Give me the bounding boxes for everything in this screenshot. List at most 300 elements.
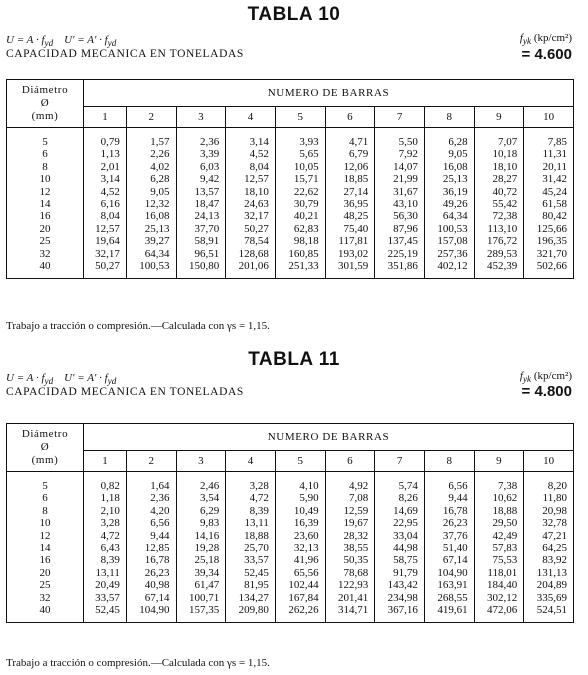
capacity-cell: 14,07 [375, 161, 425, 173]
capacity-cell: 21,99 [375, 173, 425, 185]
capacity-cell: 9,44 [126, 530, 176, 542]
table-row [7, 186, 574, 198]
capacity-cell: 81,95 [226, 579, 276, 591]
diameter-cell: 20 [39, 222, 51, 235]
capacity-cell: 12,85 [126, 542, 176, 554]
capacity-cell: 262,26 [275, 604, 325, 623]
fyk-unit: (kp/cm²) [533, 32, 572, 44]
diameter-cell: 12 [39, 185, 51, 198]
capacity-cell: 102,44 [275, 579, 325, 591]
capacity-cell: 37,70 [176, 223, 226, 235]
diameter-unit: (mm) [31, 110, 59, 122]
table-row [7, 148, 574, 160]
fyk-f: f [519, 32, 523, 44]
capacity-cell: 8,20 [524, 472, 574, 493]
capacity-cell: 3,93 [275, 128, 325, 149]
formula-u-prime: U′ = A′ · f [64, 34, 108, 46]
capacity-cell: 20,49 [84, 579, 127, 591]
formula-u: U = A · f [6, 372, 45, 384]
capacity-cell: 9,05 [126, 186, 176, 198]
bar-count-header: 8 [424, 451, 474, 472]
capacity-cell: 3,54 [176, 492, 226, 504]
bar-count-group-header: NUMERO DE BARRAS [84, 80, 574, 107]
capacity-cell: 16,08 [424, 161, 474, 173]
bar-count-header: 4 [226, 451, 276, 472]
capacity-cell: 9,44 [424, 492, 474, 504]
capacity-cell: 32,17 [226, 210, 276, 222]
capacity-cell: 47,21 [524, 530, 574, 542]
table-row [7, 592, 574, 604]
capacity-cell: 524,51 [524, 604, 574, 623]
capacity-cell: 7,07 [474, 128, 524, 149]
capacity-cell: 16,39 [275, 517, 325, 529]
capacity-cell: 11,31 [524, 148, 574, 160]
capacity-cell: 18,85 [325, 173, 375, 185]
capacity-cell: 61,58 [524, 198, 574, 210]
capacity-cell: 87,96 [375, 223, 425, 235]
bar-count-header: 6 [325, 107, 375, 128]
capacity-cell: 118,01 [474, 567, 524, 579]
capacity-cell: 65,56 [275, 567, 325, 579]
bar-count-header-row [7, 107, 574, 128]
capacity-cell: 80,42 [524, 210, 574, 222]
formula-u-prime-sub: yd [107, 38, 117, 49]
capacity-cell: 131,13 [524, 567, 574, 579]
capacity-cell: 268,55 [424, 592, 474, 604]
bar-count-header: 6 [325, 451, 375, 472]
diameter-cell: 6 [42, 492, 48, 505]
capacity-cell: 12,57 [226, 173, 276, 185]
capacity-cell: 12,32 [126, 198, 176, 210]
capacity-cell: 31,42 [524, 173, 574, 185]
bar-count-group-header: NUMERO DE BARRAS [84, 424, 574, 451]
capacity-cell: 4,20 [126, 505, 176, 517]
capacity-cell: 113,10 [474, 223, 524, 235]
capacity-cell: 0,82 [84, 472, 127, 493]
capacity-cell: 75,40 [325, 223, 375, 235]
table-10-formula [6, 34, 116, 48]
capacity-cell: 64,25 [524, 542, 574, 554]
capacity-cell: 41,96 [275, 554, 325, 566]
table-row [7, 492, 574, 504]
table-10-fyk-value: = 4.600 [521, 46, 572, 63]
table-row [7, 542, 574, 554]
capacity-cell: 56,30 [375, 210, 425, 222]
table-10-title: TABLA 10 [247, 4, 341, 25]
capacity-cell: 15,71 [275, 173, 325, 185]
capacity-cell: 10,18 [474, 148, 524, 160]
capacity-cell: 16,78 [126, 554, 176, 566]
capacity-cell: 1,13 [84, 148, 127, 160]
diameter-cell: 8 [42, 160, 48, 173]
capacity-cell: 157,08 [424, 235, 474, 247]
capacity-cell: 19,67 [325, 517, 375, 529]
capacity-cell: 2,26 [126, 148, 176, 160]
capacity-cell: 6,56 [126, 517, 176, 529]
capacity-cell: 26,23 [126, 567, 176, 579]
capacity-cell: 52,45 [226, 567, 276, 579]
fyk-sub: yk [522, 36, 532, 47]
capacity-cell: 6,03 [176, 161, 226, 173]
capacity-cell: 193,02 [325, 248, 375, 260]
capacity-cell: 100,53 [424, 223, 474, 235]
capacity-cell: 6,56 [424, 472, 474, 493]
bar-count-header: 4 [226, 107, 276, 128]
capacity-cell: 50,27 [84, 260, 127, 279]
capacity-cell: 29,50 [474, 517, 524, 529]
capacity-cell: 502,66 [524, 260, 574, 279]
capacity-cell: 33,57 [84, 592, 127, 604]
capacity-cell: 30,79 [275, 198, 325, 210]
capacity-cell: 4,52 [226, 148, 276, 160]
capacity-cell: 38,55 [325, 542, 375, 554]
capacity-cell: 8,39 [84, 554, 127, 566]
capacity-cell: 9,42 [176, 173, 226, 185]
diameter-cell: 12 [39, 529, 51, 542]
diameter-cell: 14 [39, 198, 51, 211]
capacity-cell: 19,64 [84, 235, 127, 247]
capacity-cell: 18,88 [474, 505, 524, 517]
capacity-cell: 9,05 [424, 148, 474, 160]
capacity-cell: 122,93 [325, 579, 375, 591]
diameter-cell: 32 [39, 247, 51, 260]
capacity-cell: 289,53 [474, 248, 524, 260]
capacity-cell: 10,49 [275, 505, 325, 517]
capacity-cell: 28,32 [325, 530, 375, 542]
bar-count-header: 10 [524, 451, 574, 472]
capacity-cell: 7,08 [325, 492, 375, 504]
diameter-cell: 40 [39, 604, 51, 617]
capacity-cell: 117,81 [325, 235, 375, 247]
capacity-cell: 64,34 [126, 248, 176, 260]
bar-count-header: 9 [474, 451, 524, 472]
capacity-cell: 12,06 [325, 161, 375, 173]
capacity-cell: 196,35 [524, 235, 574, 247]
diameter-cell: 25 [39, 579, 51, 592]
table-row [7, 260, 574, 279]
table-row [7, 128, 574, 149]
capacity-cell: 20,11 [524, 161, 574, 173]
capacity-cell: 11,80 [524, 492, 574, 504]
capacity-cell: 6,28 [424, 128, 474, 149]
diameter-cell: 5 [42, 480, 48, 492]
table-11-formula [6, 372, 116, 386]
capacity-cell: 160,85 [275, 248, 325, 260]
bar-count-header-row [7, 451, 574, 472]
table-row [7, 223, 574, 235]
capacity-cell: 100,53 [126, 260, 176, 279]
capacity-cell: 32,13 [275, 542, 325, 554]
table-10-footnote: Trabajo a tracción o compresión.—Calculada con γs = 1,15. [6, 320, 270, 332]
capacity-cell: 83,92 [524, 554, 574, 566]
table-row [7, 173, 574, 185]
capacity-cell: 2,10 [84, 505, 127, 517]
fyk-unit: (kp/cm²) [533, 370, 572, 382]
capacity-cell: 49,26 [424, 198, 474, 210]
capacity-cell: 2,46 [176, 472, 226, 493]
capacity-cell: 6,29 [176, 505, 226, 517]
capacity-cell: 2,01 [84, 161, 127, 173]
table-row [7, 579, 574, 591]
table-row [7, 235, 574, 247]
capacity-cell: 5,74 [375, 472, 425, 493]
capacity-cell: 8,39 [226, 505, 276, 517]
capacity-cell: 125,66 [524, 223, 574, 235]
diameter-symbol: Ø [40, 97, 50, 109]
diameter-cell: 6 [42, 148, 48, 161]
capacity-cell: 16,08 [126, 210, 176, 222]
capacity-cell: 16,78 [424, 505, 474, 517]
bar-count-header: 7 [375, 451, 425, 472]
capacity-cell: 32,17 [84, 248, 127, 260]
capacity-cell: 1,64 [126, 472, 176, 493]
diameter-header [7, 424, 84, 472]
bar-count-header: 2 [126, 451, 176, 472]
capacity-cell: 201,41 [325, 592, 375, 604]
capacity-cell: 104,90 [424, 567, 474, 579]
capacity-cell: 40,72 [474, 186, 524, 198]
table-10-body [7, 128, 574, 279]
capacity-cell: 251,33 [275, 260, 325, 279]
formula-u: U = A · f [6, 34, 45, 46]
capacity-cell: 2,36 [126, 492, 176, 504]
capacity-cell: 39,34 [176, 567, 226, 579]
formula-u-prime-sub: yd [107, 376, 117, 387]
capacity-cell: 2,36 [176, 128, 226, 149]
capacity-cell: 8,04 [226, 161, 276, 173]
table-row [7, 517, 574, 529]
capacity-cell: 44,98 [375, 542, 425, 554]
table-row [7, 210, 574, 222]
capacity-cell: 27,14 [325, 186, 375, 198]
capacity-cell: 43,10 [375, 198, 425, 210]
table-11 [6, 423, 574, 623]
capacity-cell: 321,70 [524, 248, 574, 260]
capacity-cell: 25,70 [226, 542, 276, 554]
capacity-cell: 18,10 [226, 186, 276, 198]
capacity-cell: 5,90 [275, 492, 325, 504]
capacity-cell: 32,78 [524, 517, 574, 529]
table-11-fyk-value: = 4.800 [521, 383, 572, 400]
table-11-body [7, 472, 574, 623]
capacity-cell: 257,36 [424, 248, 474, 260]
capacity-cell: 137,45 [375, 235, 425, 247]
capacity-cell: 96,51 [176, 248, 226, 260]
table-row [7, 472, 574, 493]
diameter-cell: 14 [39, 542, 51, 555]
capacity-cell: 6,79 [325, 148, 375, 160]
table-11-caption: CAPACIDAD MECANICA EN TONELADAS [6, 386, 244, 398]
bar-count-header: 10 [524, 107, 574, 128]
capacity-cell: 25,18 [176, 554, 226, 566]
bar-count-header: 5 [275, 107, 325, 128]
capacity-cell: 302,12 [474, 592, 524, 604]
table-row [7, 161, 574, 173]
diameter-cell: 32 [39, 591, 51, 604]
capacity-cell: 6,43 [84, 542, 127, 554]
capacity-cell: 33,04 [375, 530, 425, 542]
formula-u-prime: U′ = A′ · f [64, 372, 108, 384]
diameter-cell: 5 [42, 136, 48, 148]
capacity-cell: 314,71 [325, 604, 375, 623]
capacity-cell: 26,23 [424, 517, 474, 529]
capacity-cell: 18,10 [474, 161, 524, 173]
table-row [7, 530, 574, 542]
capacity-cell: 3,28 [226, 472, 276, 493]
table-10 [6, 79, 574, 279]
capacity-cell: 143,42 [375, 579, 425, 591]
capacity-cell: 10,62 [474, 492, 524, 504]
capacity-cell: 204,89 [524, 579, 574, 591]
capacity-cell: 6,16 [84, 198, 127, 210]
table-11-footnote: Trabajo a tracción o compresión.—Calculada con γs = 1,15. [6, 657, 270, 669]
diameter-cell: 10 [39, 517, 51, 530]
capacity-cell: 18,88 [226, 530, 276, 542]
capacity-cell: 22,95 [375, 517, 425, 529]
capacity-cell: 50,27 [226, 223, 276, 235]
capacity-cell: 40,21 [275, 210, 325, 222]
capacity-cell: 91,79 [375, 567, 425, 579]
diameter-cell: 25 [39, 235, 51, 248]
capacity-cell: 5,50 [375, 128, 425, 149]
capacity-cell: 31,67 [375, 186, 425, 198]
capacity-cell: 64,34 [424, 210, 474, 222]
capacity-cell: 36,19 [424, 186, 474, 198]
capacity-cell: 4,71 [325, 128, 375, 149]
capacity-cell: 367,16 [375, 604, 425, 623]
capacity-cell: 58,75 [375, 554, 425, 566]
capacity-cell: 225,19 [375, 248, 425, 260]
bar-count-header: 8 [424, 107, 474, 128]
capacity-cell: 150,80 [176, 260, 226, 279]
capacity-cell: 234,98 [375, 592, 425, 604]
capacity-cell: 58,91 [176, 235, 226, 247]
capacity-cell: 62,83 [275, 223, 325, 235]
diameter-cell: 10 [39, 173, 51, 186]
capacity-cell: 24,13 [176, 210, 226, 222]
capacity-cell: 209,80 [226, 604, 276, 623]
capacity-cell: 12,57 [84, 223, 127, 235]
capacity-cell: 8,26 [375, 492, 425, 504]
formula-u-sub: yd [44, 38, 54, 49]
capacity-cell: 4,92 [325, 472, 375, 493]
capacity-cell: 36,95 [325, 198, 375, 210]
capacity-cell: 6,28 [126, 173, 176, 185]
capacity-cell: 167,84 [275, 592, 325, 604]
capacity-cell: 4,52 [84, 186, 127, 198]
diameter-cell: 8 [42, 504, 48, 517]
table-row [7, 505, 574, 517]
capacity-cell: 0,79 [84, 128, 127, 149]
capacity-cell: 472,06 [474, 604, 524, 623]
diameter-header-label: Diámetro [21, 84, 69, 96]
bar-count-header: 1 [84, 451, 127, 472]
capacity-cell: 25,13 [126, 223, 176, 235]
capacity-cell: 134,27 [226, 592, 276, 604]
capacity-cell: 3,39 [176, 148, 226, 160]
capacity-cell: 176,72 [474, 235, 524, 247]
capacity-cell: 78,54 [226, 235, 276, 247]
capacity-cell: 163,91 [424, 579, 474, 591]
capacity-cell: 7,38 [474, 472, 524, 493]
capacity-cell: 419,61 [424, 604, 474, 623]
capacity-cell: 3,28 [84, 517, 127, 529]
table-row [7, 248, 574, 260]
capacity-cell: 9,83 [176, 517, 226, 529]
capacity-cell: 8,04 [84, 210, 127, 222]
capacity-cell: 55,42 [474, 198, 524, 210]
capacity-cell: 4,72 [226, 492, 276, 504]
capacity-cell: 33,57 [226, 554, 276, 566]
capacity-cell: 98,18 [275, 235, 325, 247]
bar-count-header: 7 [375, 107, 425, 128]
diameter-header-label: Diámetro [21, 428, 69, 440]
diameter-symbol: Ø [40, 441, 50, 453]
diameter-cell: 16 [39, 210, 51, 223]
table-11-title: TABLA 11 [248, 349, 340, 370]
capacity-cell: 1,57 [126, 128, 176, 149]
bar-count-header: 9 [474, 107, 524, 128]
capacity-cell: 52,45 [84, 604, 127, 623]
capacity-cell: 3,14 [226, 128, 276, 149]
formula-u-sub: yd [44, 376, 54, 387]
diameter-unit: (mm) [31, 454, 59, 466]
bar-count-header: 3 [176, 107, 226, 128]
fyk-f: f [519, 370, 523, 382]
capacity-cell: 10,05 [275, 161, 325, 173]
capacity-cell: 48,25 [325, 210, 375, 222]
capacity-cell: 67,14 [424, 554, 474, 566]
capacity-cell: 3,14 [84, 173, 127, 185]
capacity-cell: 13,11 [226, 517, 276, 529]
capacity-cell: 18,47 [176, 198, 226, 210]
capacity-cell: 19,28 [176, 542, 226, 554]
capacity-cell: 301,59 [325, 260, 375, 279]
capacity-cell: 45,24 [524, 186, 574, 198]
capacity-cell: 42,49 [474, 530, 524, 542]
capacity-cell: 51,40 [424, 542, 474, 554]
capacity-cell: 37,76 [424, 530, 474, 542]
capacity-cell: 40,98 [126, 579, 176, 591]
capacity-cell: 50,35 [325, 554, 375, 566]
capacity-cell: 25,13 [424, 173, 474, 185]
capacity-cell: 201,06 [226, 260, 276, 279]
diameter-cell: 20 [39, 566, 51, 579]
bar-count-header: 1 [84, 107, 127, 128]
table-row [7, 567, 574, 579]
table-row [7, 604, 574, 623]
capacity-cell: 7,92 [375, 148, 425, 160]
capacity-cell: 78,68 [325, 567, 375, 579]
capacity-cell: 13,11 [84, 567, 127, 579]
capacity-cell: 13,57 [176, 186, 226, 198]
capacity-cell: 4,10 [275, 472, 325, 493]
capacity-cell: 4,02 [126, 161, 176, 173]
capacity-cell: 24,63 [226, 198, 276, 210]
capacity-cell: 452,39 [474, 260, 524, 279]
capacity-cell: 75,53 [474, 554, 524, 566]
diameter-cell: 16 [39, 554, 51, 567]
capacity-cell: 39,27 [126, 235, 176, 247]
capacity-cell: 100,71 [176, 592, 226, 604]
capacity-cell: 57,83 [474, 542, 524, 554]
capacity-cell: 104,90 [126, 604, 176, 623]
bar-count-header: 2 [126, 107, 176, 128]
capacity-cell: 157,35 [176, 604, 226, 623]
capacity-cell: 14,16 [176, 530, 226, 542]
capacity-cell: 61,47 [176, 579, 226, 591]
capacity-cell: 22,62 [275, 186, 325, 198]
